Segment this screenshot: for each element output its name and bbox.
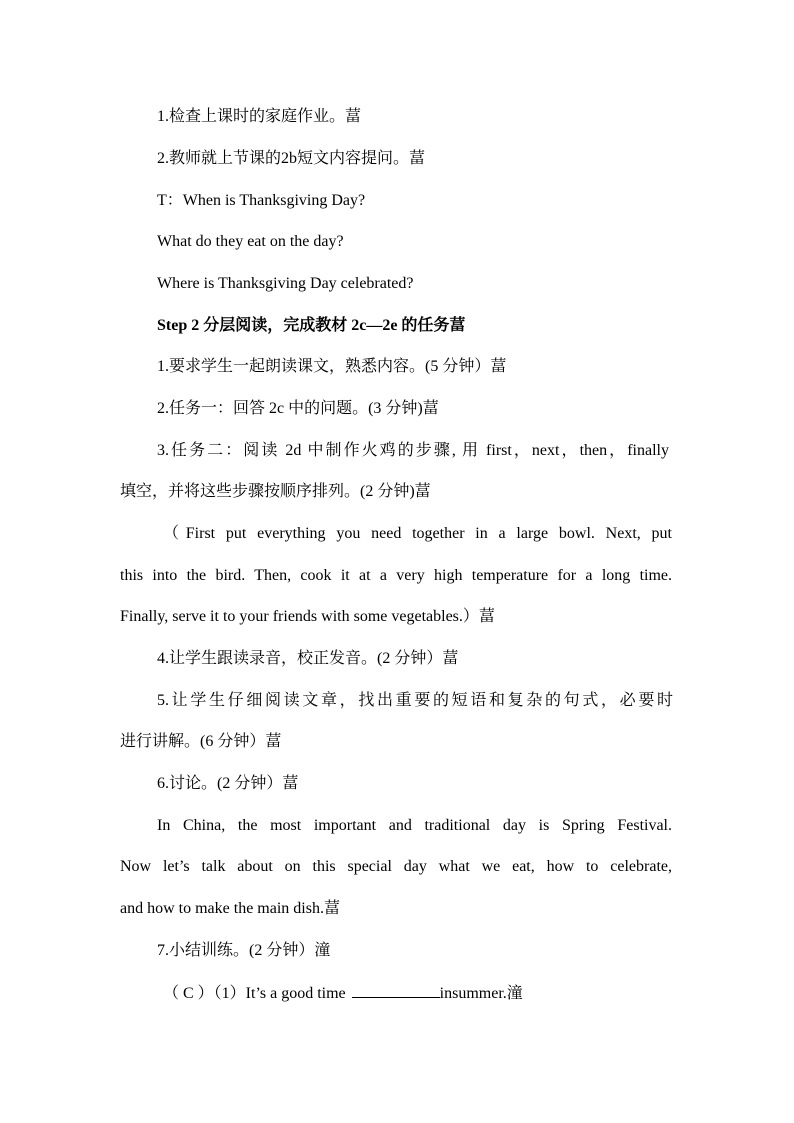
step-2-item-5-continued: 进行讲解。(6 分钟）葍 [120,733,282,750]
question-thanksgiving-place: Where is Thanksgiving Day celebrated? [157,275,414,292]
step-2-item-4: 4.让学生跟读录音，校正发音。(2 分钟）葍 [157,650,459,667]
step-2-item-2: 2.任务一：回答 2c 中的问题。(3 分钟)葍 [157,400,439,417]
discussion-line-2: Now let’s talk about on this special day what we eat, how to celebrate, [120,858,672,875]
question-thanksgiving-date: T：When is Thanksgiving Day? [157,192,366,209]
step-2-item-6: 6.讨论。(2 分钟）葍 [157,775,299,792]
turkey-steps-line-1: （First put everything you need together in a large bowl. Next, put [163,525,672,542]
discussion-line-1: In China, the most important and traditional day is Spring Festival. [157,817,672,834]
exercise-question-1 [163,982,523,1004]
step-2-item-5: 5.让学生仔细阅读文章，找出重要的短语和复杂的句式，必要时 [157,692,673,709]
answer-blank [352,982,440,998]
homework-check-line: 1.检查上课时的家庭作业。葍 [157,108,362,125]
turkey-steps-line-3: Finally, serve it to your friends with some vegetables.）葍 [120,608,495,625]
exercise-question-1-prefix: （ C ）（1）It’s a good time [163,985,346,1002]
turkey-steps-line-2: this into the bird. Then, cook it at a very high temperature for a long time. [120,567,672,584]
step-2-heading: Step 2 分层阅读，完成教材 2c—2e 的任务葍 [157,317,466,334]
question-thanksgiving-food: What do they eat on the day? [157,233,344,250]
discussion-line-3: and how to make the main dish.葍 [120,900,340,917]
step-2-item-3: 3.任务二：阅读 2d 中制作火鸡的步骤, 用 first，next，then，finally [157,442,669,459]
exercise-question-1-suffix: insummer.潼 [439,985,523,1002]
step-2-item-3-continued: 填空，并将这些步骤按顺序排列。(2 分钟)葍 [120,483,431,500]
step-2-item-1: 1.要求学生一起朗读课文，熟悉内容。(5 分钟）葍 [157,358,507,375]
teacher-question-line: 2.教师就上节课的2b短文内容提问。葍 [157,150,426,167]
step-2-item-7: 7.小结训练。(2 分钟）潼 [157,942,331,959]
